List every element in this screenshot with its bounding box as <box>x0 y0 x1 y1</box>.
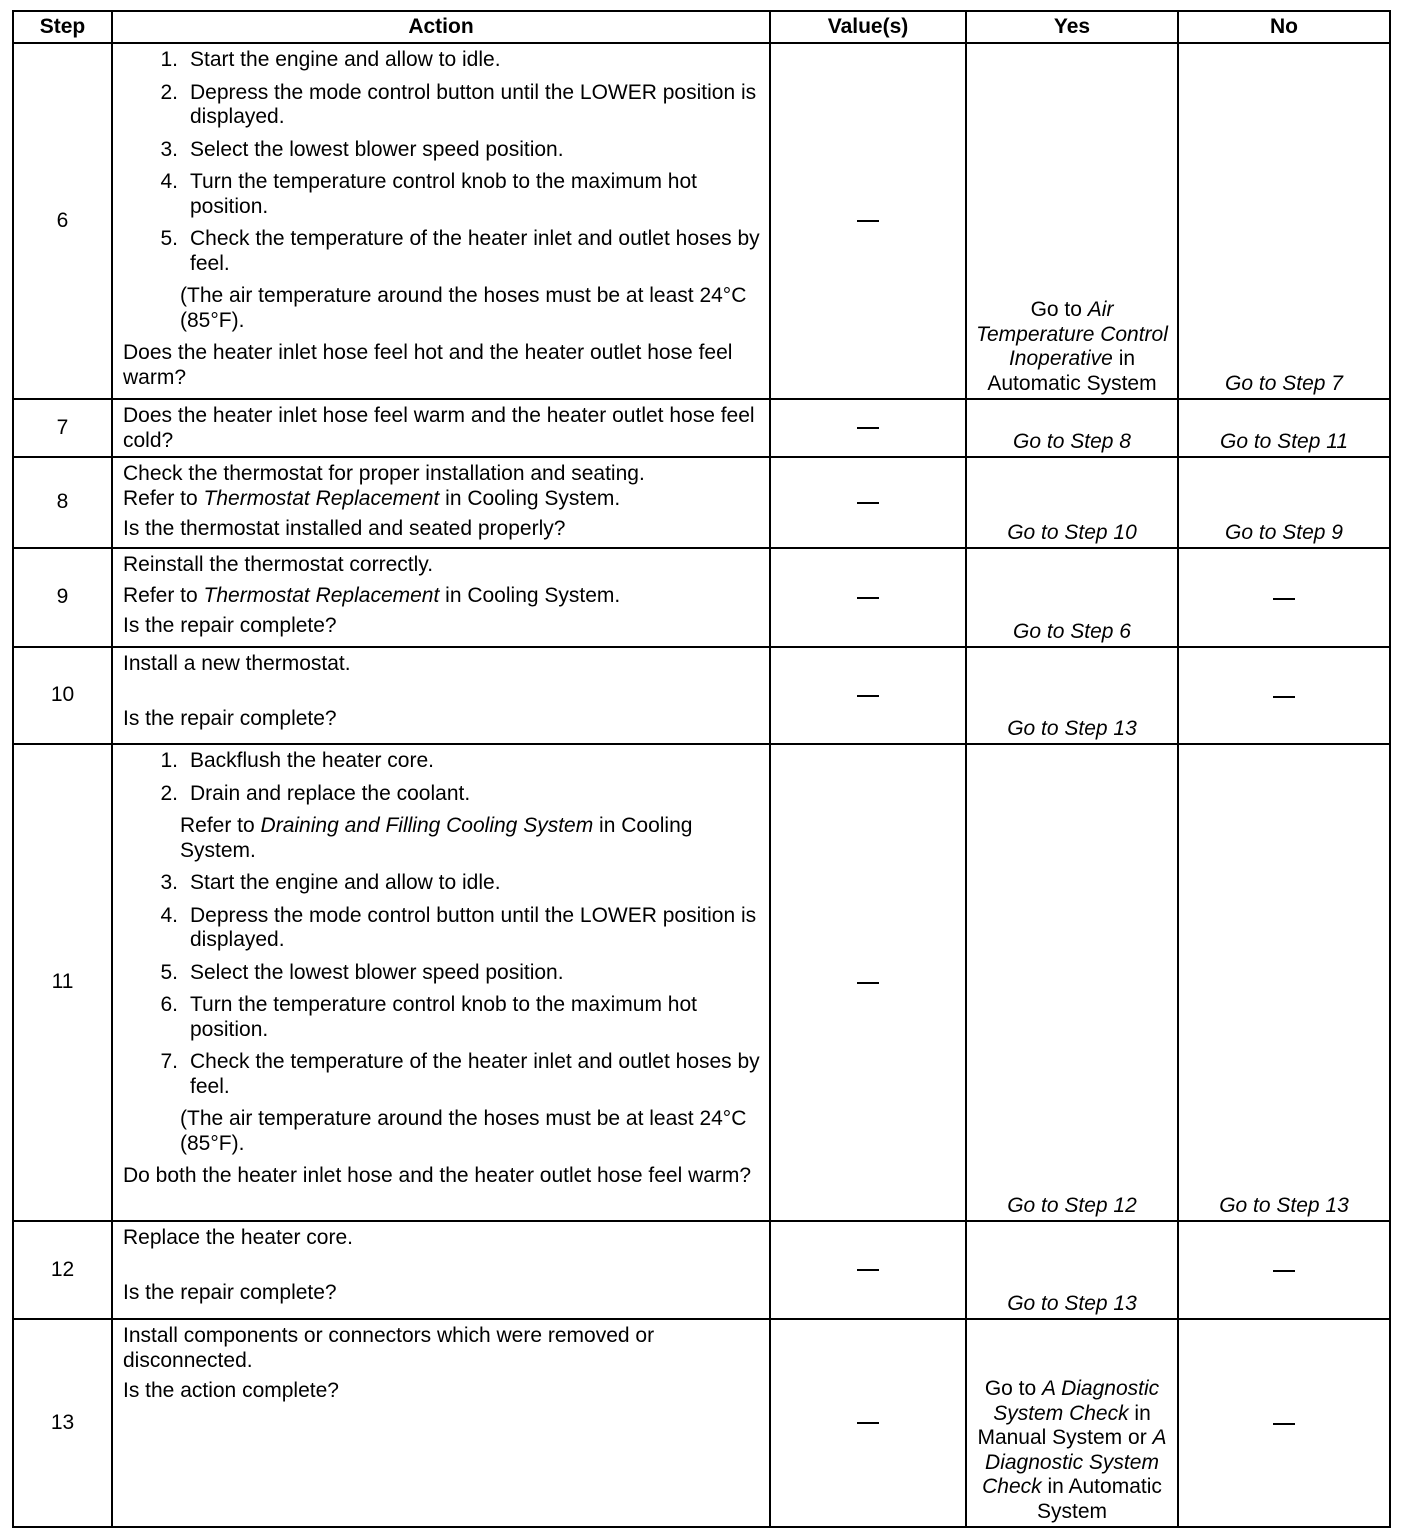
list-item: 4. Depress the mode control button until the LOWER position is displayed. <box>160 903 757 951</box>
no-cell <box>1178 43 1390 399</box>
list-item: 5. Select the lowest blower speed position. <box>160 960 564 984</box>
goto-step-link[interactable]: Go to Step 13 <box>1007 716 1137 740</box>
header-step: Step <box>13 11 112 43</box>
list-item: 1. Start the engine and allow to idle. <box>160 48 501 71</box>
yes-cell <box>966 457 1178 548</box>
table-row-step-6 <box>13 43 1390 399</box>
step-number: 6 <box>13 43 112 399</box>
no-cell <box>1178 647 1390 744</box>
table-row-step-12 <box>13 1221 1390 1319</box>
question-text: Is the thermostat installed and seated properly? <box>123 517 566 540</box>
step-number: 8 <box>13 457 112 548</box>
reference-link[interactable]: Air Temperature Control Inoperative <box>976 298 1168 370</box>
value-cell <box>770 744 966 1221</box>
value-cell <box>770 647 966 744</box>
list-item: 1. Backflush the heater core. <box>160 749 434 772</box>
dash-mark <box>1273 1423 1295 1425</box>
value-cell <box>770 1319 966 1527</box>
action-cell <box>112 43 770 399</box>
goto-step-link[interactable]: Go to Step 10 <box>1007 520 1137 544</box>
header-yes: Yes <box>966 11 1178 43</box>
question-text: Does the heater inlet hose feel warm and the heater outlet hose feel cold? <box>123 404 755 452</box>
table-row-step-9 <box>13 548 1390 647</box>
question-text: Is the action complete? <box>123 1379 339 1402</box>
question-text: Is the repair complete? <box>123 614 337 637</box>
list-item: 4. Turn the temperature control knob to the maximum hot position. <box>160 170 697 218</box>
reference-link[interactable]: Draining and Filling Cooling System <box>260 814 594 837</box>
list-item: 5. Check the temperature of the heater inlet and outlet hoses by feel. <box>160 227 760 275</box>
action-list <box>123 871 761 1099</box>
table-row-step-10 <box>13 647 1390 744</box>
no-cell <box>1178 744 1390 1221</box>
value-cell <box>770 43 966 399</box>
list-item: 2. Drain and replace the coolant. <box>160 781 471 805</box>
no-cell <box>1178 457 1390 548</box>
list-item: 3. Start the engine and allow to idle. <box>160 871 501 894</box>
table-row-step-13 <box>13 1319 1390 1527</box>
dash-mark <box>1273 1270 1295 1272</box>
reference-text: Refer to Thermostat Replacement in Cooling System. <box>123 583 621 607</box>
step-number: 10 <box>13 647 112 744</box>
action-cell <box>112 548 770 647</box>
table-row-step-8 <box>13 457 1390 548</box>
step-number: 13 <box>13 1319 112 1527</box>
list-item: 6. Turn the temperature control knob to the maximum hot position. <box>160 993 697 1041</box>
yes-cell <box>966 647 1178 744</box>
step-number: 11 <box>13 744 112 1221</box>
instruction-text: Check the thermostat for proper installation and seating. <box>123 462 645 485</box>
no-cell <box>1178 1319 1390 1527</box>
instruction-text: Install components or connectors which were removed or disconnected. <box>123 1324 655 1372</box>
header-action: Action <box>112 11 770 43</box>
action-cell <box>112 1319 770 1527</box>
temperature-note: (The air temperature around the hoses must be at least 24°C (85°F). <box>180 284 747 332</box>
dash-mark <box>857 220 879 222</box>
header-row <box>13 11 1390 43</box>
value-cell <box>770 1221 966 1319</box>
dash-mark <box>1273 696 1295 698</box>
action-cell <box>112 744 770 1221</box>
dash-mark <box>857 1269 879 1271</box>
no-cell <box>1178 1221 1390 1319</box>
header-values: Value(s) <box>770 11 966 43</box>
table-row-step-7 <box>13 399 1390 457</box>
yes-cell <box>966 1221 1178 1319</box>
yes-cell <box>966 744 1178 1221</box>
action-cell <box>112 1221 770 1319</box>
reference-link[interactable]: Thermostat Replacement <box>203 486 440 510</box>
reference-link[interactable]: A Diagnostic System Check <box>993 1377 1160 1425</box>
step-number: 12 <box>13 1221 112 1319</box>
dash-mark <box>857 1422 879 1424</box>
action-cell <box>112 457 770 548</box>
dash-mark <box>857 695 879 697</box>
step-number: 7 <box>13 399 112 457</box>
dash-mark <box>857 597 879 599</box>
yes-cell <box>966 399 1178 457</box>
yes-cell <box>966 548 1178 647</box>
yes-cell: Go to A Diagnostic System Check in Manual System or A Diagnostic System Check in Automatic System <box>966 1319 1178 1527</box>
dash-mark <box>857 982 879 984</box>
dash-mark <box>857 427 879 429</box>
list-item: 2. Depress the mode control button until the LOWER position is displayed. <box>160 80 757 128</box>
instruction-text: Install a new thermostat. <box>123 652 351 675</box>
action-list <box>123 749 761 806</box>
no-cell <box>1178 548 1390 647</box>
value-cell <box>770 399 966 457</box>
step-number: 9 <box>13 548 112 647</box>
value-cell <box>770 457 966 548</box>
question-text: Do both the heater inlet hose and the heater outlet hose feel warm? <box>123 1164 752 1187</box>
question-text: Does the heater inlet hose feel hot and the heater outlet hose feel warm? <box>123 341 733 389</box>
goto-step-link[interactable]: Go to Step 11 <box>1219 429 1349 453</box>
reference-link[interactable]: Thermostat Replacement <box>203 583 440 607</box>
value-cell <box>770 548 966 647</box>
goto-step-link[interactable]: Go to Step 12 <box>1007 1193 1137 1217</box>
dash-mark <box>1273 598 1295 600</box>
goto-step-link[interactable]: Go to Step 13 <box>1007 1291 1137 1315</box>
instruction-text: Reinstall the thermostat correctly. <box>123 553 434 576</box>
goto-step-link[interactable]: Go to Step 13 <box>1219 1193 1349 1217</box>
table-row-step-11 <box>13 744 1390 1221</box>
action-cell <box>112 399 770 457</box>
action-list <box>123 48 761 276</box>
goto-step-link[interactable]: Go to Step 6 <box>1013 619 1131 643</box>
goto-step-link[interactable]: Go to Step 7 <box>1225 371 1343 395</box>
diagnostic-table <box>12 10 1391 1528</box>
action-cell <box>112 647 770 744</box>
reference-link[interactable]: A Diagnostic System Check <box>982 1426 1167 1498</box>
no-cell <box>1178 399 1390 457</box>
dash-mark <box>857 502 879 504</box>
header-no: No <box>1178 11 1390 43</box>
list-item: 3. Select the lowest blower speed position. <box>160 137 564 161</box>
question-text: Is the repair complete? <box>123 1280 337 1304</box>
list-item: 7. Check the temperature of the heater inlet and outlet hoses by feel. <box>160 1050 760 1098</box>
reference-text: Refer to Thermostat Replacement in Cooling System. <box>123 486 621 510</box>
question-text: Is the repair complete? <box>123 706 337 730</box>
yes-cell: Go to Air Temperature Control Inoperative in Automatic System <box>966 43 1178 399</box>
reference-text: Refer to Draining and Filling Cooling System in Cooling System. <box>180 814 693 862</box>
goto-step-link[interactable]: Go to Step 8 <box>1013 429 1131 453</box>
temperature-note: (The air temperature around the hoses must be at least 24°C (85°F). <box>180 1107 747 1155</box>
goto-step-link[interactable]: Go to Step 9 <box>1225 520 1343 544</box>
instruction-text: Replace the heater core. <box>123 1226 353 1249</box>
